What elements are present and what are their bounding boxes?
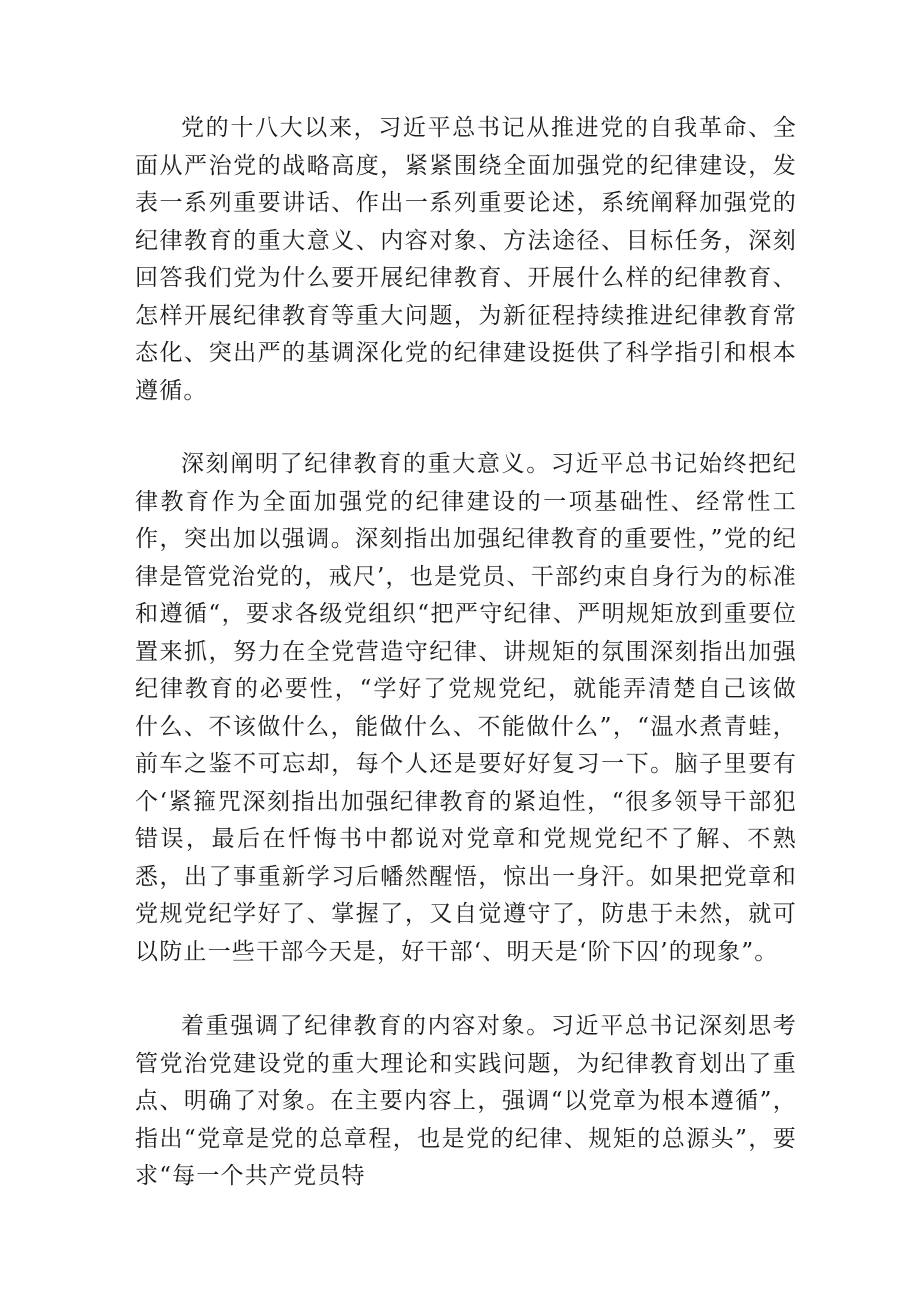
paragraph-content-objects: 着重强调了纪律教育的内容对象。习近平总书记深刻思考管党治党建设党的重大理论和实践问题，为纪律教育划出了重点、明确了对象。在主要内容上，强调“以党章为根本遵循”，指出“党章是党的总章程，也是党的纪律、规矩的总源头”，要求“每一个共产党员特 — [135, 1013, 797, 1189]
paragraph-significance: 深刻阐明了纪律教育的重大意义。习近平总书记始终把纪律教育作为全面加强党的纪律建设的一项基础性、经常性工作，突出加以强调。深刻指出加强纪律教育的重要性，”党的纪律是管党治党的，戒尺’，也是党员、干部约束自身行为的标准和遵循“，要求各级党组织“把严守纪律、严明规矩放到重要位置来抓，努力在全党营造守纪律、讲规矩的氛围深刻指出加强纪律教育的必要性，“学好了党规党纪，就能弄清楚自己该做什么、不该做什么，能做什么、不能做什么”，“温水煮青蛙，前车之鉴不可忘却，每个人还是要好好复习一下。脑子里要有个‘紧箍咒深刻指出加强纪律教育的紧迫性，“很多领导干部犯错误，最后在忏悔书中都说对党章和党规党纪不了解、不熟悉，出了事重新学习后幡然醒悟，惊出一身汗。如果把党章和党规党纪学好了、掌握了，又自觉遵守了，防患于未然，就可以防止一些干部今天是，好干部‘、明天是‘阶下囚’的现象”。 — [135, 451, 797, 965]
document-body — [135, 110, 797, 1196]
paragraph-intro: 党的十八大以来，习近平总书记从推进党的自我革命、全面从严治党的战略高度，紧紧围绕全面加强党的纪律建设，发表一系列重要讲话、作出一系列重要论述，系统阐释加强党的纪律教育的重大意义、内容对象、方法途径、目标任务，深刻回答我们党为什么要开展纪律教育、开展什么样的纪律教育、怎样开展纪律教育等重大问题，为新征程持续推进纪律教育常态化、突出严的基调深化党的纪律建设挺供了科学指引和根本遵循。 — [135, 115, 797, 404]
